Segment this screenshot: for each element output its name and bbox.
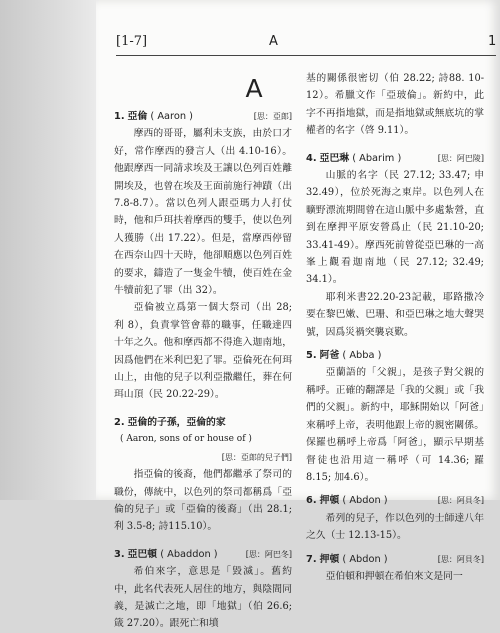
entry-english: ( Aaron ) [150, 111, 193, 122]
entry-heading [114, 108, 292, 125]
entry-heading [114, 414, 292, 431]
entry-1 [114, 108, 292, 404]
header-rule [116, 55, 496, 56]
entry-6 [306, 492, 484, 544]
entry-paragraph: 亞倫被立爲第一個大祭司（出 28; 利 8），負責掌管會幕的職事，任職達四十年之久。他和摩西都不得進入迦南地，因爲他們在米利巴犯了罪。亞倫死在何珥山上，由他的兒子以利亞撒繼任，葬在何珥山頂（民 20.22-29）。 [114, 302, 292, 401]
page-number: 1 [488, 34, 497, 49]
entry-number: 5. [306, 350, 317, 362]
entry-alt-name: [思：阿貝冬] [437, 554, 484, 564]
entry-english: ( Abarim ) [352, 152, 402, 164]
entry-heading [114, 546, 292, 563]
entry-heading [306, 551, 484, 568]
entry-alt-name: [思：亞郎] [253, 112, 292, 121]
entry-number: 1. [114, 111, 125, 122]
entry-paragraph: 山脈的名字（民 27.12; 33.47; 申32.49），位於死海之東岸。以色列人在曠野漂流期間曾在這山脈中多處紮營，直到在摩押平原安營爲止（民 21.10-20; 33.41-49）。摩西死前曾從亞巴琳的一高峯上觀看迦南地（民 27.12; 32.49; 34.1）。 [306, 170, 484, 286]
entry-number: 3. [114, 548, 125, 560]
entry-paragraph: 亞蘭語的「父親」，是孩子對父親的稱呼。正確的翻譯是「我的父親」或「我們的父親」。新約中，耶穌開始以「阿爸」來稱呼上帝，表明他跟上帝的親密關係。保羅也稱呼上帝爲「阿爸」，顯示早期基督徒也沿用這一稱呼（可 14.36; 羅8.15; 加4.6）。 [306, 367, 484, 483]
left-column [114, 108, 292, 633]
entry-2 [114, 414, 292, 536]
entry-title: 押頓 [319, 553, 340, 565]
entry-english: ( Abaddon ) [160, 548, 218, 560]
entry-4 [306, 150, 484, 341]
continued-text: 基的關係很密切（伯 28.22; 詩88. 10-12）。希臘文作「亞玻倫」。新約中，此字不再指地獄，而是指地獄或無底坑的掌權者的名字（啓 9.11）。 [306, 73, 484, 137]
entry-title: 亞倫 [127, 111, 148, 122]
entry-title: 押頓 [319, 495, 340, 507]
header-letter: A [269, 34, 278, 49]
entry-english: ( Abdon ) [342, 553, 388, 565]
entry-heading [306, 150, 484, 167]
entry-alt-name: [思：阿巴冬] [245, 549, 292, 559]
entry-heading [306, 492, 484, 509]
entry-number: 6. [306, 495, 317, 507]
entry-paragraph: 希列的兒子，作以色列的士師達八年之久（士 12.13-15）。 [306, 512, 484, 542]
section-letter: A [245, 74, 263, 103]
entry-title: 亞巴頓 [127, 548, 158, 560]
entry-title: 亞巴琳 [319, 152, 350, 164]
entry-alt-name: [思：阿貝冬] [437, 496, 484, 506]
entry-number: 2. [114, 416, 125, 428]
entry-alt-name: [思：亞郎的兒子們] [221, 452, 292, 462]
entry-english: ( Aaron, sons of or house of ) [120, 434, 252, 445]
entry-3 [114, 546, 292, 633]
entry-paragraph: 耶利米書22.20-23記載，耶路撒冷要在黎巴嫩、巴珊、和亞巴琳之地大聲哭號，因爲災禍突襲哀歎。 [306, 291, 484, 338]
entry-english: ( Abdon ) [342, 495, 388, 507]
entry-title: 阿爸 [319, 350, 340, 362]
entry-7 [306, 551, 484, 586]
entry-number: 4. [306, 152, 317, 164]
dictionary-page [96, 0, 500, 630]
entry-english: ( Abba ) [342, 350, 382, 362]
entry-paragraph: 希伯來字，意思是「毀滅」。舊約中，此名代表死人居住的地方，與陰間同義，是滅亡之地，即「地獄」（伯 26.6; 箴 27.20）。跟死亡和墳 [114, 566, 292, 630]
entry-number: 7. [306, 553, 317, 565]
entry-heading [306, 347, 484, 364]
entry-paragraph: 亞伯頓和押頓在希伯來文是同一 [325, 570, 463, 582]
entry-paragraph: 指亞倫的後裔，他們都繼承了祭司的職份，傳統中，以色列的祭司都稱爲「亞倫的兒子」或「亞倫的後裔」（出 28.1; 利 3.5-8; 詩115.10）。 [114, 469, 292, 533]
entry-alt-name: [思：阿巴陵] [437, 153, 484, 163]
entry-5 [306, 347, 484, 486]
entry-range: [1-7] [116, 34, 148, 49]
entry-paragraph: 摩西的哥哥，屬利未支族，由於口才好，常作摩西的發言人（出 4.10-16）。他跟摩西一同請求埃及王讓以色列百姓離開埃及，也曾在埃及王面前施行神蹟（出 7.8-8.7）。當以色列人跟亞瑪力人打仗時，他和戶珥扶着摩西的雙手，使以色列人獲勝（出 17.22）。但是，當摩西停留在西奈山四十天時，他卻順應以色列百姓的要求，鑄造了一隻金牛犢，使百姓在金牛犢前犯了罪（出 32）。 [114, 128, 292, 297]
entry-title: 亞倫的子孫，亞倫的家 [127, 416, 226, 428]
book-gutter-shadow [0, 0, 106, 500]
right-column [306, 70, 484, 585]
